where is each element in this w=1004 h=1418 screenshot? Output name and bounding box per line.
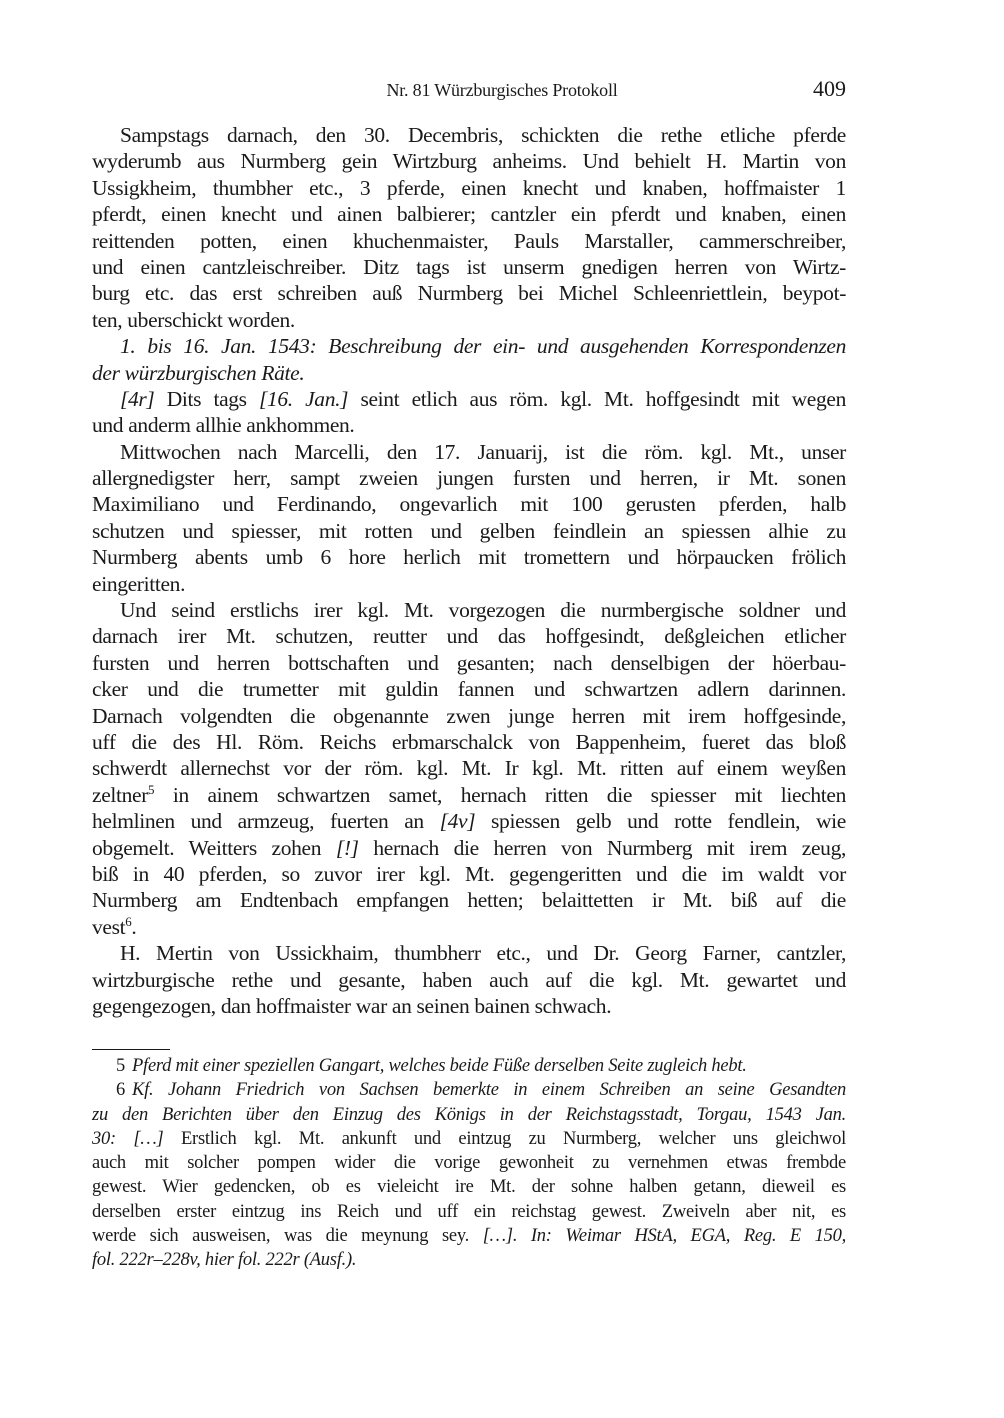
footnotes — [92, 1054, 846, 1273]
text-line: [4r] Dits tags [16. Jan.] seint etlich aus röm. kgl. Mt. hoffgesindt mit wegen — [120, 386, 846, 411]
text-line: und anderm allhie ankhommen. — [92, 413, 355, 438]
running-title: Nr. 81 Würzburgisches Protokoll — [386, 80, 618, 100]
sic-marker: [!] — [335, 835, 359, 860]
text-line: Darnach volgendten die obgenannte zwen junge herren mit irem hoffgesinde, — [92, 703, 846, 728]
main-text — [92, 122, 846, 1019]
text-line: reittenden potten, einen khuchenmaister, Pauls Marstaller, cammerschreiber, — [92, 228, 846, 253]
text-line: Und seind erstlichs irer kgl. Mt. vorgezogen die nurmbergische soldner und — [120, 598, 846, 623]
footnote-line: 5 Pferd mit einer speziellen Gangart, welches beide Füße derselben Seite zugleich hebt. — [92, 1054, 846, 1078]
editorial-summary — [92, 333, 846, 386]
footnote-ref-5[interactable]: 5 — [148, 781, 155, 797]
text-line: darnach irer Mt. schutzen, reutter und das hoffgesindt, deßgleichen etlicher — [92, 624, 846, 649]
text-line: Mittwochen nach Marcelli, den 17. Januarij, ist die röm. kgl. Mt., unser — [120, 439, 846, 464]
text-line: gegengezogen, dan hoffmaister war an seinen bainen schwach. — [92, 993, 612, 1018]
footnote-line: derselben erster eintzug ins Reich und uff ein reichstag gewest. Zweiveln aber nit, es — [92, 1201, 846, 1222]
text-line: eingeritten. — [92, 571, 186, 596]
text-line: helmlinen und armzeug, fuerten an [4v] spiessen gelb und rotte fendlein, wie — [92, 809, 846, 834]
text-line: allergnedigster herr, sampt zweien jungen fursten und herren, ir Mt. sonen — [92, 466, 846, 491]
text-line: der würzburgischen Räte. — [92, 360, 305, 385]
text-line: obgemelt. Weitters zohen [!] hernach die herren von Nurmberg mit irem zeug, — [92, 835, 846, 860]
paragraph-3 — [92, 386, 846, 439]
text-line: fursten und herren bottschaften und gesanten; nach denselbigen der höerbau- — [92, 650, 846, 675]
text-line: zeltner$^5$ in ainem schwartzen samet, hernach ritten die spiesser mit liechten — [92, 781, 846, 807]
paragraph-5 — [92, 597, 846, 940]
footnote-line: zu den Berichten über den Einzug des Königs in der Reichstagsstadt, Torgau, 1543 Jan. — [92, 1104, 846, 1125]
text-line: Ussigkheim, thumbher etc., 3 pferde, einen knecht und knaben, hoffmaister 1 — [92, 175, 846, 200]
text-line: Maximiliano und Ferdinando, ongevarlich mit 100 gerusten pferden, halb — [92, 492, 846, 517]
text-line: Nurmberg abents umb 6 hore herlich mit tromettern und hörpaucken frölich — [92, 545, 846, 570]
paragraph-4 — [92, 439, 846, 597]
footnote-line: fol. 222r–228v, hier fol. 222r (Ausf.). — [92, 1250, 357, 1271]
footnote-number: 6 — [116, 1080, 125, 1101]
text-line: und einen cantzleischreiber. Ditz tags ist unserm gnedigen herren von Wirtz- — [92, 254, 846, 279]
text-line: Sampstags darnach, den 30. Decembris, schickten die rethe etliche pferde — [120, 123, 846, 147]
footnote-number: 5 — [116, 1056, 125, 1076]
text-line: schwerdt allernechst vor der röm. kgl. Mt. Ir kgl. Mt. ritten auf einem weyßen — [92, 756, 846, 781]
text-line: H. Mertin von Ussickhaim, thumbherr etc., und Dr. Georg Farner, cantzler, — [120, 941, 846, 966]
text-line: schutzen und spiesser, mit rotten und gelben feindlein an spiessen alhie zu — [92, 518, 846, 543]
footnote-6 — [92, 1078, 846, 1272]
footnote-5 — [92, 1054, 846, 1078]
text-line: wirtzburgische rethe und gesante, haben auch auf die kgl. Mt. gewartet und — [92, 967, 846, 992]
footnote-line: 6 Kf. Johann Friedrich von Sachsen bemerkte in einem Schreiben an seine Gesandten — [92, 1078, 846, 1102]
text-line: uff die des Hl. Röm. Reichs erbmarschalck von Bappenheim, fueret das bloß — [92, 729, 846, 754]
paragraph-6 — [92, 940, 846, 1019]
footnote-separator — [92, 1049, 170, 1050]
text-line: 1. bis 16. Jan. 1543: Beschreibung der ein- und ausgehenden Korrespondenzen — [120, 334, 846, 359]
date-annotation: [16. Jan.] — [258, 386, 349, 411]
text-line: burg etc. das erst schreiben auß Nurmberg bei Michel Schleenriettlein, beypot- — [92, 281, 846, 306]
text-line: cker und die trumetter mit guldin fannen und schwartzen adlern darinnen. — [92, 677, 846, 702]
text-line: biß in 40 pferden, so zuvor irer kgl. Mt. gegengeritten und die im waldt vor — [92, 861, 846, 886]
text-line: pferdt, einen knecht und ainen balbierer; cantzler ein pferdt und knaben, einen — [92, 202, 846, 227]
footnote-line: auch mit solcher pompen wider die vorige gewonheit zu vernehmen etwas frembde — [92, 1153, 846, 1174]
text-line: wyderumb aus Nurmberg gein Wirtzburg anheims. Und behielt H. Martin von — [92, 149, 846, 174]
footnote-line: werde sich ausweisen, was die meynung sey. […]. In: Weimar HStA, EGA, Reg. E 150, — [92, 1226, 846, 1247]
footnote-line: gewest. Wier gedencken, ob es vieleicht ire Mt. der sohne halben getann, dieweil es — [92, 1177, 846, 1198]
text-line: vest$^6$. — [92, 913, 137, 939]
page-number: 409 — [813, 76, 846, 101]
footnote-line: 30: […] Erstlich kgl. Mt. ankunft und eintzug zu Nurmberg, welcher uns gleichwol — [92, 1128, 846, 1149]
folio-marker: [4v] — [439, 809, 476, 834]
text-line: ten, uberschickt worden. — [92, 307, 295, 332]
paragraph-1 — [92, 122, 846, 333]
folio-marker: [4r] — [120, 386, 155, 411]
source-citation: […]. In: Weimar HStA, EGA, Reg. E 150, — [482, 1226, 846, 1247]
text-line: Nurmberg am Endtenbach empfangen hetten; belaittetten ir Mt. biß auf die — [92, 888, 846, 913]
footnote-ref-6[interactable]: 6 — [125, 913, 132, 929]
